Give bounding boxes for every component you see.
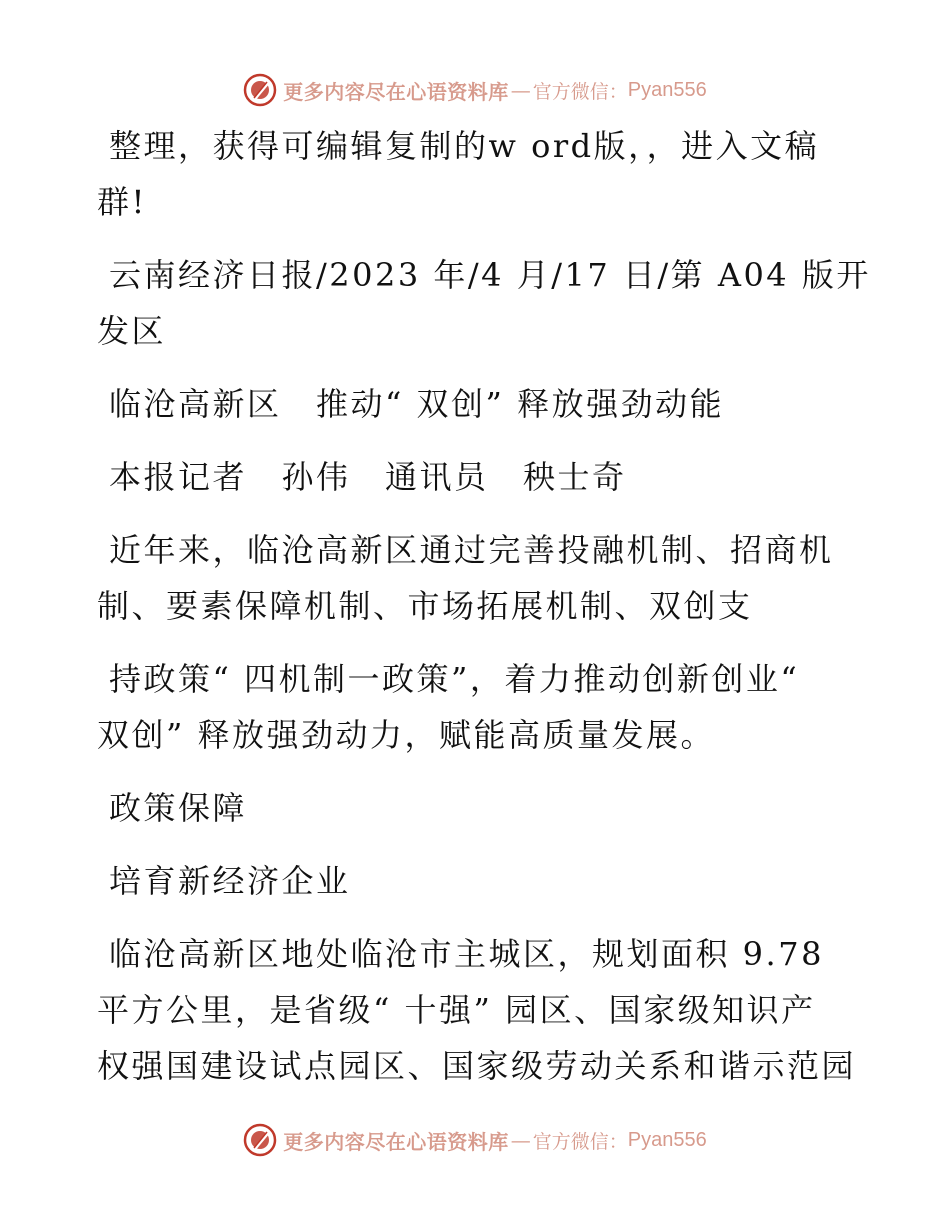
paragraph-line: 本报记者 孙伟 通讯员 秧士奇 xyxy=(109,458,627,496)
watermark-text: 更多内容尽在心语资料库 xyxy=(283,1129,509,1154)
paragraph xyxy=(97,118,857,230)
header-watermark-banner xyxy=(0,70,950,110)
paragraph-line: 整理，获得可编辑复制的w ord版，，进入文稿 xyxy=(109,127,820,165)
paragraph-line: 临沧高新区 推动“ 双创” 释放强劲动能 xyxy=(109,385,725,423)
watermark-wechat-label: 官方微信： xyxy=(532,1130,628,1153)
brand-logo-icon xyxy=(243,73,277,107)
paragraph xyxy=(97,449,857,505)
watermark-wechat-id: Pyan556 xyxy=(627,78,707,101)
paragraph-line: 近年来，临沧高新区通过完善投融机制、招商机 xyxy=(109,531,834,569)
paragraph-line: 培育新经济企业 xyxy=(109,862,351,900)
watermark-dash: — xyxy=(510,1128,531,1152)
paragraph xyxy=(97,651,857,763)
paragraph-line: 持政策“ 四机制一政策”，着力推动创新创业“ xyxy=(109,660,800,698)
paragraph xyxy=(97,522,857,634)
paragraph xyxy=(97,376,857,432)
paragraph-line: 制、要素保障机制、市场拓展机制、双创支 xyxy=(97,587,753,625)
paragraph xyxy=(97,926,857,1094)
paragraph xyxy=(97,853,857,909)
document-body xyxy=(97,118,871,1111)
paragraph-line: 群! xyxy=(97,183,147,221)
paragraph-line: 政策保障 xyxy=(109,789,248,827)
paragraph-line: 权强国建设试点园区、国家级劳动关系和谐示范园 xyxy=(97,1047,857,1085)
watermark-wechat-id: Pyan556 xyxy=(627,1128,707,1151)
paragraph-line: 平方公里，是省级“ 十强” 园区、国家级知识产 xyxy=(97,991,816,1029)
paragraph-line: 云南经济日报/2023 年/4 月/17 日/第 A04 版开 xyxy=(109,256,871,294)
watermark-wechat-label: 官方微信： xyxy=(532,80,628,103)
brand-logo-icon xyxy=(243,1123,277,1157)
paragraph-line: 双创” 释放强劲动力，赋能高质量发展。 xyxy=(97,716,716,754)
paragraph xyxy=(97,780,857,836)
watermark-dash: — xyxy=(510,78,531,102)
paragraph-line: 发区 xyxy=(97,312,167,350)
paragraph xyxy=(97,247,871,359)
footer-watermark-banner xyxy=(0,1120,950,1160)
paragraph-line: 临沧高新区地处临沧市主城区，规划面积 9.78 xyxy=(109,935,824,973)
watermark-text: 更多内容尽在心语资料库 xyxy=(283,79,509,104)
